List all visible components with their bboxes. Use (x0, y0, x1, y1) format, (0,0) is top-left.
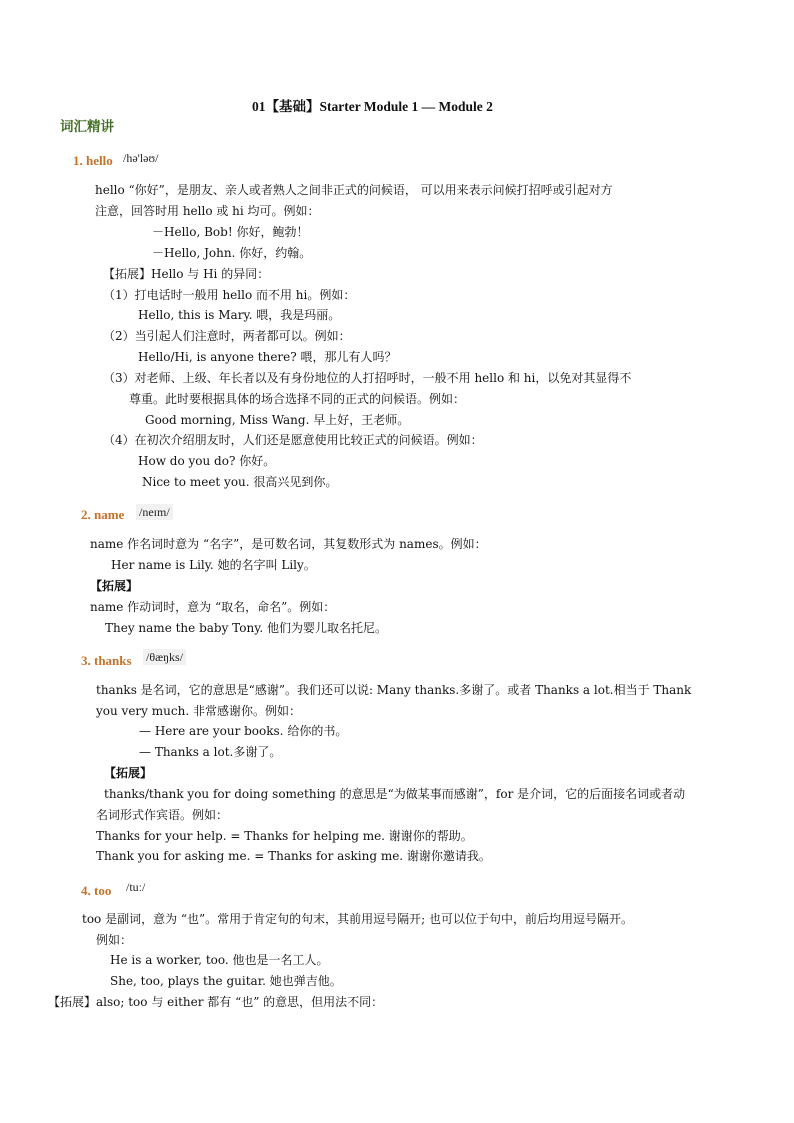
example-line: Thanks for your help. = Thanks for helping me. 谢谢你的帮助。 (96, 829, 473, 843)
example-line: They name the baby Tony. 他们为婴儿取名托尼。 (105, 621, 388, 635)
example-line: How do you do? 你好。 (138, 454, 276, 468)
example-line: Nice to meet you. 很高兴见到你。 (142, 475, 338, 489)
text-line: 名词形式作宾语。例如： (96, 808, 229, 822)
section-heading: 词汇精讲 (60, 119, 114, 134)
text-line: （4）在初次介绍朋友时，人们还是愿意使用比较正式的问候语。例如： (103, 433, 483, 447)
text-line: name 作名词时意为 “名字”，是可数名词，其复数形式为 names。例如： (90, 537, 487, 551)
extension-label: 【拓展】 (104, 766, 153, 780)
text-line: thanks 是名词，它的意思是“感谢”。我们还可以说: Many thanks.多谢了。或者 Thanks a lot.相当于 Thank (96, 683, 692, 697)
text-line: （3）对老师、上级、年长者以及有身份地位的人打招呼时，一般不用 hello 和 hi，以免对其显得不 (103, 371, 632, 385)
example-line: Hello, this is Mary. 喂，我是玛丽。 (138, 308, 341, 322)
example-line: He is a worker, too. 他也是一名工人。 (110, 953, 329, 967)
text-line: 注意，回答时用 hello 或 hi 均可。例如： (95, 204, 320, 218)
example-line: Good morning, Miss Wang. 早上好，王老师。 (145, 413, 410, 427)
text-line: （2）当引起人们注意时，两者都可以。例如： (103, 329, 351, 343)
entry-heading-thanks: 3. thanks (81, 653, 132, 668)
page-title: 01【基础】Starter Module 1 — Module 2 (252, 99, 493, 114)
text-line: hello “你好”，是朋友、亲人或者熟人之间非正式的问候语， 可以用来表示问候打招呼或引起对方 (95, 183, 613, 197)
extension-label: 【拓展】 (90, 579, 139, 593)
phonetic-thanks: /θæŋks/ (143, 649, 186, 665)
example-line: Her name is Lily. 她的名字叫 Lily。 (111, 558, 316, 572)
text-line: 例如： (96, 933, 133, 947)
text-line: 尊重。此时要根据具体的场合选择不同的正式的问候语。例如： (129, 392, 466, 406)
example-line: — Thanks a lot.多谢了。 (139, 745, 282, 759)
text-line: thanks/thank you for doing something 的意思是“为做某事而感谢”，for 是介词，它的后面接名词或者动 (104, 787, 686, 801)
example-line: Hello/Hi, is anyone there? 喂，那儿有人吗？ (138, 350, 397, 364)
example-line: －Hello, Bob! 你好，鲍勃！ (152, 225, 309, 239)
text-line: name 作动词时，意为 “取名，命名”。例如： (90, 600, 336, 614)
text-line: you very much. 非常感谢你。例如： (96, 704, 301, 718)
entry-heading-name: 2. name (81, 507, 125, 522)
phonetic-name: /neɪm/ (136, 504, 173, 520)
text-line: too 是副词，意为 “也”。常用于肯定句的句末，其前用逗号隔开; 也可以位于句中，前后均用逗号隔开。 (82, 912, 634, 926)
entry-heading-too: 4. too (81, 883, 112, 898)
text-line: （1）打电话时一般用 hello 而不用 hi。例如： (103, 288, 356, 302)
phonetic-hello: /hə'ləʊ/ (123, 151, 159, 165)
example-line: — Here are your books. 给你的书。 (139, 724, 348, 738)
example-line: She, too, plays the guitar. 她也弹吉他。 (110, 974, 342, 988)
example-line: Thank you for asking me. = Thanks for asking me. 谢谢你邀请我。 (96, 849, 491, 863)
extension-label: 【拓展】also; too 与 either 都有 “也” 的意思，但用法不同： (48, 995, 384, 1009)
phonetic-too: /tuː/ (126, 880, 146, 894)
entry-heading-hello: 1. hello (73, 153, 113, 168)
extension-label: 【拓展】Hello 与 Hi 的异同： (103, 267, 270, 281)
example-line: －Hello, John. 你好，约翰。 (152, 246, 312, 260)
